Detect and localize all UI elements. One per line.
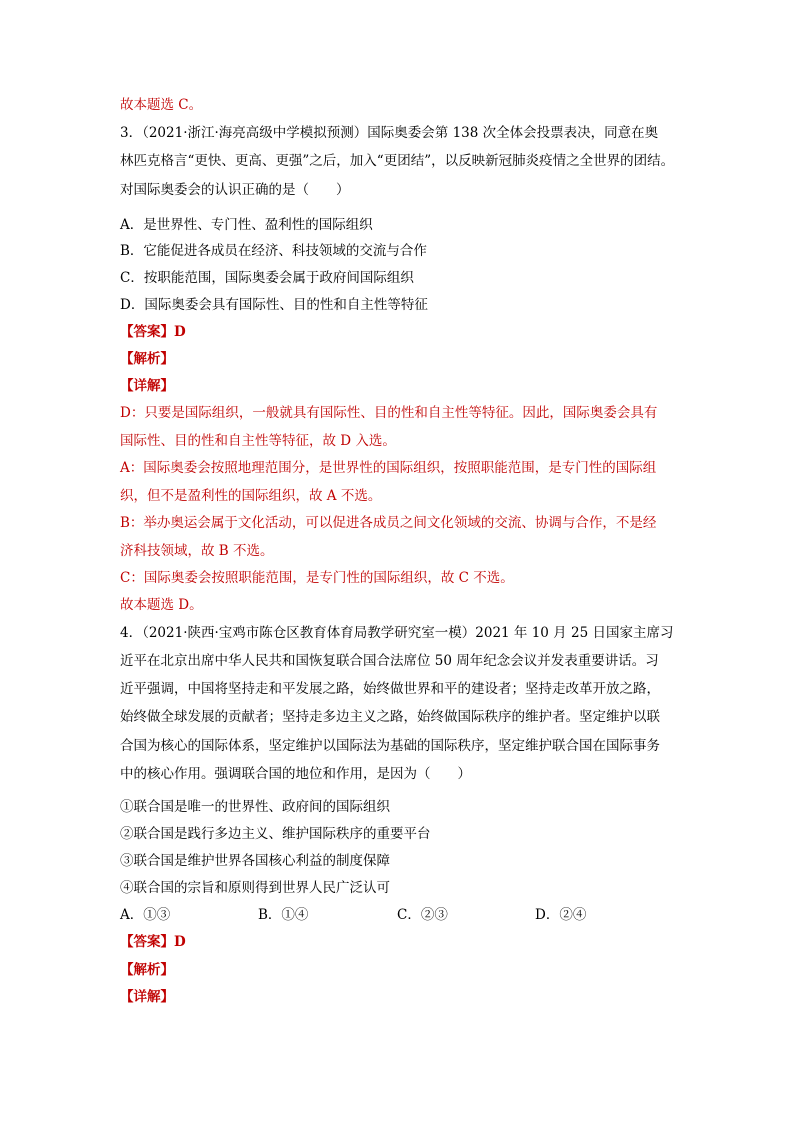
q3-conclusion: 故本题选 D。 <box>120 597 203 613</box>
q4-statement: ①联合国是唯一的世界性、政府间的国际组织 <box>120 799 390 815</box>
q3-explanation-line: D：只要是国际组织，一般就具有国际性、目的性和自主性等特征。因此，国际奥委会具有 <box>120 405 658 421</box>
q3-stem-line: 3．（2021·浙江·海亮高级中学模拟预测）国际奥委会第 138 次全体会投票表决，同意在奥 <box>120 125 659 141</box>
q3-analysis-label: 【解析】 <box>120 351 174 367</box>
q4-statement: ③联合国是维护世界各国核心利益的制度保障 <box>120 853 390 869</box>
q4-stem-line: 近平在北京出席中华人民共和国恢复联合国合法席位 50 周年纪念会议并发表重要讲话。习 <box>120 653 659 669</box>
q3-answer: 【答案】D <box>120 324 186 340</box>
q3-explanation-line: B：举办奥运会属于文化活动，可以促进各成员之间文化领域的交流、协调与合作，不是经 <box>120 515 657 531</box>
q4-choice-b: B．①④ <box>258 907 309 923</box>
q4-choice-c: C．②③ <box>397 907 448 923</box>
q4-choice-d: D．②④ <box>535 907 587 923</box>
q4-choices <box>120 906 680 924</box>
q4-statement: ②联合国是践行多边主义、维护国际秩序的重要平台 <box>120 826 431 842</box>
q3-stem-line: 林匹克格言“更快、更高、更强”之后，加入“更团结”，以反映新冠肺炎疫情之全世界的团结。 <box>120 153 675 169</box>
q3-option-a: A．是世界性、专门性、盈利性的国际组织 <box>120 217 373 233</box>
q3-detail-label: 【详解】 <box>120 378 174 394</box>
q4-stem-line: 4．（2021·陕西·宝鸡市陈仓区教育体育局教学研究室一模）2021 年 10 月 25 日国家主席习 <box>120 625 674 641</box>
q4-statement: ④联合国的宗旨和原则得到世界人民广泛认可 <box>120 880 390 896</box>
q3-stem-line: 对国际奥委会的认识正确的是（ ） <box>120 182 350 198</box>
q3-explanation-line: C：国际奥委会按照职能范围，是专门性的国际组织，故 C 不选。 <box>120 570 514 586</box>
q4-stem-line: 近平强调，中国将坚持走和平发展之路，始终做世界和平的建设者；坚持走改革开放之路， <box>120 681 660 697</box>
q3-explanation-line: 织，但不是盈利性的国际组织，故 A 不选。 <box>120 488 382 504</box>
q4-stem-line: 合国为核心的国际体系，坚定维护以国际法为基础的国际秩序，坚定维护联合国在国际事务 <box>120 738 660 754</box>
q3-option-c: C．按职能范围，国际奥委会属于政府间国际组织 <box>120 270 414 286</box>
q4-stem-line: 始终做全球发展的贡献者；坚持走多边主义之路，始终做国际秩序的维护者。坚定维护以联 <box>120 709 660 725</box>
q4-choice-a: A．①③ <box>120 907 171 923</box>
q3-explanation-line: 济科技领域，故 B 不选。 <box>120 543 274 559</box>
q4-detail-label: 【详解】 <box>120 989 174 1005</box>
q4-analysis-label: 【解析】 <box>120 962 174 978</box>
q3-explanation-line: A：国际奥委会按照地理范围分，是世界性的国际组织，按照职能范围，是专门性的国际组 <box>120 460 657 476</box>
q3-option-b: B．它能促进各成员在经济、科技领域的交流与合作 <box>120 243 427 259</box>
q3-explanation-line: 国际性、目的性和自主性等特征，故 D 入选。 <box>120 433 396 449</box>
q4-answer: 【答案】D <box>120 934 186 950</box>
prev-conclusion: 故本题选 C。 <box>120 97 203 113</box>
q4-stem-line: 中的核心作用。强调联合国的地位和作用，是因为（ ） <box>120 766 471 782</box>
q3-option-d: D．国际奥委会具有国际性、目的性和自主性等特征 <box>120 297 428 313</box>
